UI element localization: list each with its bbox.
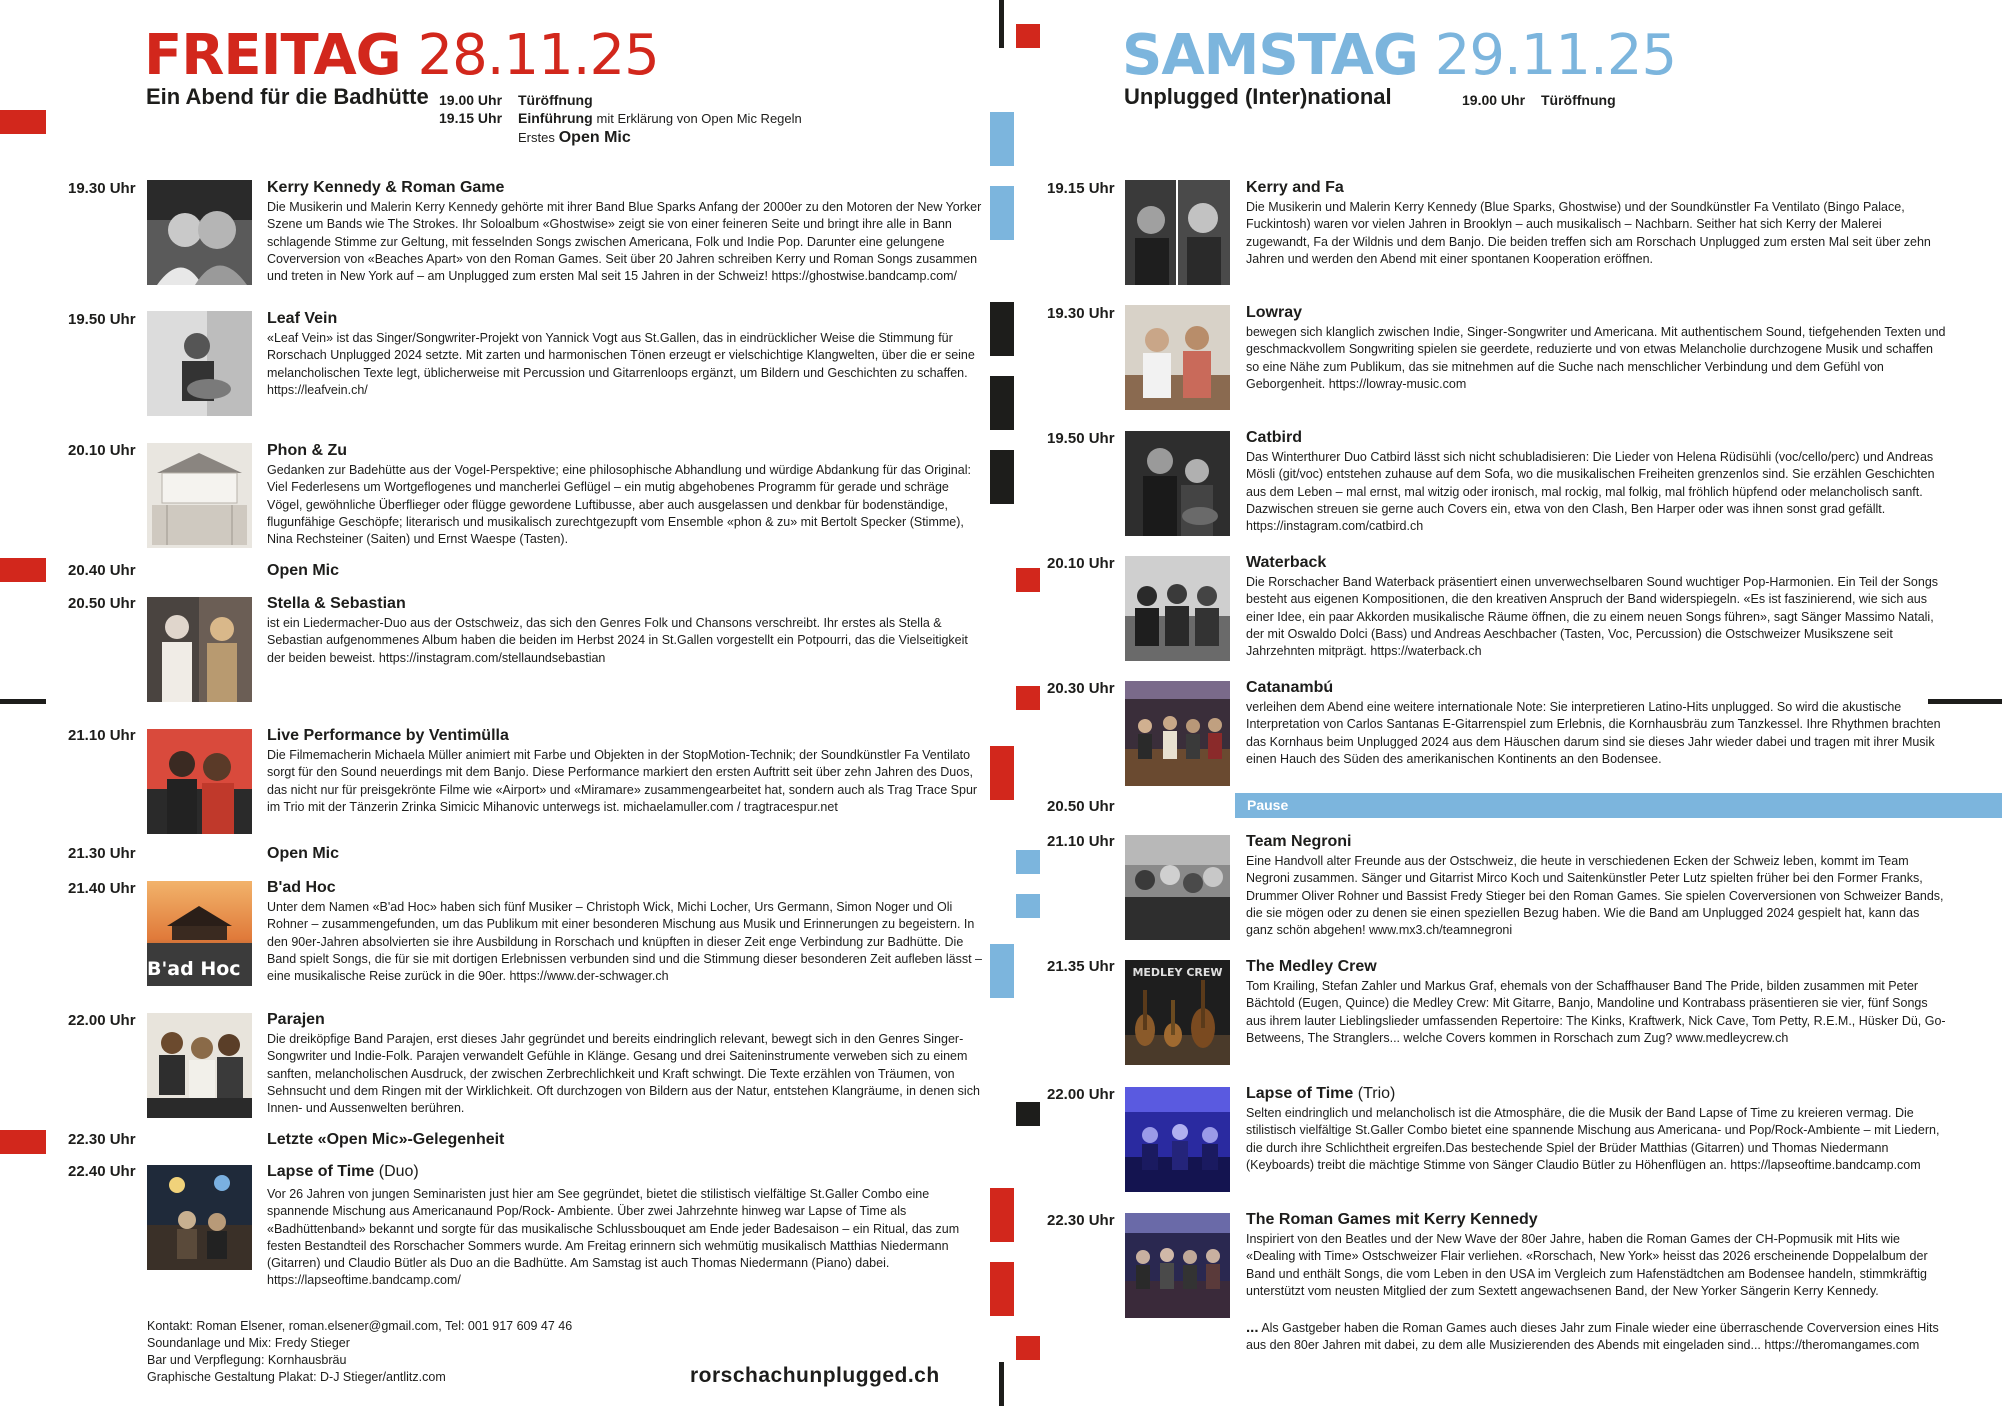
act-description: Gedanken zur Badehütte aus der Vogel-Perspektive; eine philosophische Abhandlung und würdige Abdankung für das Original: Viel Federlesens um Wortgeflogenes und mancherlei Geflügel – ein mutig abgehobenes Programm für gerade und schräge Vögel, gewöhnliche Überflieger oder flügge gewordene Luftibusse, aber auch ausgelassen und denkbar für bodenständige, flugunfähige Geschöpfe; literarisch und musikalisch zurechtgezupft vom Ensemble «phon & zu» mit Bertolt Specker (Stimme), Nina Rechsteiner (Saiten) und Ernst Waespe (Tasten).: [267, 463, 971, 547]
act-title-note: (Duo): [378, 1163, 419, 1180]
act-time: 22.30 Uhr: [68, 1131, 136, 1148]
duo-photo-icon: [147, 597, 252, 702]
act-time: 21.40 Uhr: [68, 880, 136, 897]
act-time: 20.30 Uhr: [1047, 680, 1115, 697]
act-title-name: Lapse of Time: [267, 1163, 375, 1180]
act-time: 20.40 Uhr: [68, 562, 136, 579]
duo-portrait-photo-icon: [1125, 180, 1230, 285]
act-time: 20.50 Uhr: [68, 595, 136, 612]
act-photo: [1125, 1087, 1230, 1192]
act-entry: [1246, 1084, 1946, 1174]
center-blue-square-2: [1016, 894, 1040, 918]
act-description: Vor 26 Jahren von jungen Seminaristen just hier am See gegründet, bietet die stilistisch vielfältige St.Galler Combo eine spannende Mischung aus Americanaund Pop/Rock- Ambiente. Über zwei Jahrzehnte hinweg war Lapse of Time als «Badhüttenband» bekannt und sorgte für das musikalische Schlussbouquet am Ende jeder Badesaison – ein Ritual, das zum festen Bestandteil des Rorschacher Sommers wurde. Am Freitag erinnern sich wehmütig musikalisch Matthias Niedermann (Gitarren) und Claudio Bütler als Duo an die Badhütte. Am Samstag ist auch Thomas Niedermann (Piano) dabei. https://lapseoftime.bandcamp.com/: [267, 1187, 960, 1288]
center-blue-bar-3: [990, 944, 1014, 998]
saturday-subtitle: Unplugged (Inter)national: [1124, 84, 1392, 109]
act-entry: [267, 844, 985, 864]
act-time: 20.10 Uhr: [68, 442, 136, 459]
act-entry: [1246, 957, 1946, 1047]
saturday-date: 29.11.25: [1434, 23, 1677, 88]
act-photo: [147, 1165, 252, 1270]
friday-date: 28.11.25: [417, 23, 659, 88]
schedule-open-mic: Open Mic: [558, 129, 631, 146]
photo-caption: MEDLEY CREW: [1132, 966, 1223, 979]
friday-schedule-row-3: [439, 128, 802, 147]
act-title: The Medley Crew: [1246, 958, 1377, 975]
act-description: bewegen sich klanglich zwischen Indie, Singer-Songwriter und Americana. Mit authentischem Sound, tiefgehenden Texten und geschmackvollem Songwriting spielen sie geerdete, reduzierte und von etwas Melancholie durchzogene Musik und schaffen so eine Nähe zum Publikum, das sie mitnehmen auf die Suche nach menschlicher Verbindung und dem Gefühl von Geborgenheit. https://lowray-music.com: [1246, 325, 1946, 391]
center-black-bar-3: [990, 450, 1014, 504]
credits-footer: [147, 1318, 572, 1386]
guitarist-photo-icon: [147, 311, 252, 416]
act-title: Kerry Kennedy & Roman Game: [267, 179, 505, 196]
concert-stage-photo-icon: [1125, 681, 1230, 786]
act-title: Live Performance by Ventimülla: [267, 727, 509, 744]
duo-photo-icon: [147, 729, 252, 834]
blue-stage-photo-icon: [1125, 1087, 1230, 1192]
saturday-schedule: [1462, 91, 1616, 109]
act-entry: [267, 309, 985, 399]
schedule-time: 19.00 Uhr: [439, 92, 503, 108]
act-entry: [1246, 303, 1946, 393]
act-time: 21.35 Uhr: [1047, 958, 1115, 975]
footer-contact: Kontakt: Roman Elsener, roman.elsener@gmail.com, Tel: 001 917 609 47 46: [147, 1319, 573, 1333]
saturday-day-word: SAMSTAG: [1122, 23, 1418, 88]
act-title: Stella & Sebastian: [267, 595, 406, 612]
center-blue-bar-1: [990, 112, 1014, 166]
schedule-time: 19.15 Uhr: [439, 110, 503, 126]
duo-photo-icon: [1125, 305, 1230, 410]
act-entry: [1246, 553, 1946, 660]
friday-subtitle: Ein Abend für die Badhütte: [146, 84, 429, 109]
friday-schedule-row-1: [439, 91, 802, 109]
left-edge-red-bar-1: [0, 110, 46, 134]
act-entry: [267, 1162, 985, 1290]
act-title: [1246, 1084, 1946, 1104]
act-time: 21.10 Uhr: [1047, 833, 1115, 850]
schedule-label: Türöffnung: [1541, 92, 1616, 108]
center-red-square-top: [1016, 24, 1040, 48]
act-photo: [1125, 835, 1230, 940]
finale-note: [1246, 1319, 1946, 1355]
act-description: Die Musikerin und Malerin Kerry Kennedy (Blue Sparks, Ghostwise) und der Soundkünstler Fa Ventilato (Bingo Palace, Fuckintosh) waren vor vielen Jahren in Brooklyn – auch musikalisch – Nachbarn. Seither hat sich Kerry der Malerei zugewandt, Fa der Wildnis und dem Banjo. Die beiden treffen sich am Rorschach Unplugged zum ersten Mal seit über zehn Jahren und werden den Abend mit einer spontanen Kooperation eröffnen.: [1246, 200, 1931, 266]
act-title: Waterback: [1246, 554, 1327, 571]
band-photo-icon: [1125, 835, 1230, 940]
act-title: [267, 1162, 985, 1182]
schedule-note: mit Erklärung von Open Mic Regeln: [596, 111, 802, 126]
friday-title: [144, 24, 659, 88]
act-photo: [147, 729, 252, 834]
saturday-title: [1122, 24, 1676, 88]
act-description: ist ein Liedermacher-Duo aus der Ostschweiz, das sich den Genres Folk und Chansons verschreibt. Ihr erstes als Stella & Sebastian aufgenommenes Album haben die beiden im Herbst 2024 in St.Gallen vorgestellt ein Potpourri, das die Vielseitigkeit der beiden beweist. https://instagram.com/stellaundsebastian: [267, 616, 968, 665]
act-time: 20.50 Uhr: [1047, 798, 1115, 815]
act-entry: [267, 878, 985, 985]
act-time: 19.50 Uhr: [68, 311, 136, 328]
act-title: Catanambú: [1246, 679, 1334, 696]
act-time: 19.50 Uhr: [1047, 430, 1115, 447]
act-time: 19.30 Uhr: [68, 180, 136, 197]
act-entry: [1246, 832, 1946, 939]
trio-photo-icon: [147, 1013, 252, 1118]
act-time: 19.30 Uhr: [1047, 305, 1115, 322]
center-red-square-bottom: [1016, 1336, 1040, 1360]
act-title: Leaf Vein: [267, 310, 338, 327]
concert-stage-photo-icon: [147, 1165, 252, 1270]
act-title: Kerry and Fa: [1246, 179, 1344, 196]
act-title: Parajen: [267, 1011, 325, 1028]
concert-stage-photo-icon: [1125, 1213, 1230, 1318]
band-photo-icon: [1125, 556, 1230, 661]
schedule-time: 19.00 Uhr: [1462, 92, 1526, 108]
duo-photo-icon: [1125, 431, 1230, 536]
act-title: Open Mic: [267, 845, 340, 862]
center-red-bar-3: [990, 1262, 1014, 1316]
badhuette-aerial-photo-icon: [147, 443, 252, 548]
act-title: Letzte «Open Mic»-Gelegenheit: [267, 1131, 505, 1148]
center-black-line-top: [999, 0, 1004, 48]
act-title-name: Lapse of Time: [1246, 1085, 1354, 1102]
pause-banner: Pause: [1235, 793, 2002, 818]
act-time: 21.10 Uhr: [68, 727, 136, 744]
act-description: «Leaf Vein» ist das Singer/Songwriter-Projekt von Yannick Vogt aus St.Gallen, das in eindrücklicher Weise die Stimmung für Rorschach Unplugged 2024 setzte. Mit zarten und harmonischen Tönen erzeugt er vielschichtige Klangwelten, über die er seine melancholischen Texte legt, üblicherweise mit Percussion und Gitarrenloops ergänzt, um Bildern und Geschichten zu schaffen. https://leafvein.ch/: [267, 331, 975, 397]
friday-day-word: FREITAG: [144, 23, 401, 88]
act-description: Die Rorschacher Band Waterback präsentiert einen unverwechselbaren Sound wuchtiger Pop-Harmonien. Ein Teil der Songs besteht aus eigenen Kompositionen, die den kreativen Anspruch der Band widerspiegeln. «Es ist faszinierend, wie sich aus einer Idee, ein paar Akkorden musikalische Räume öffnen, die zu einem neuen Songs führen», sagt Sänger Massimo Natali, der mit Oswaldo Dolci (Bass) und Andreas Aeschbacher (Tasten, Voc, Percussion) die Ostschweizer Musikszene seit Jahrzehnten mitprägt. https://waterback.ch: [1246, 575, 1939, 659]
act-entry: [267, 178, 985, 285]
center-black-square: [1016, 1102, 1040, 1126]
website-link[interactable]: rorschachunplugged.ch: [690, 1364, 940, 1387]
center-black-line-bottom: [999, 1362, 1004, 1406]
act-title: Open Mic: [267, 562, 340, 579]
act-time: 20.10 Uhr: [1047, 555, 1115, 572]
act-time: 22.30 Uhr: [1047, 1212, 1115, 1229]
center-black-bar-2: [990, 376, 1014, 430]
act-photo: [1125, 681, 1230, 786]
act-entry: [267, 1010, 985, 1117]
footer-design: Graphische Gestaltung Plakat: D-J Stieger/antlitz.com: [147, 1370, 446, 1384]
schedule-label: Türöffnung: [518, 92, 593, 108]
act-description: Selten eindringlich und melancholisch ist die Atmosphäre, die die Musik der Band Lapse of Time zu kreieren vermag. Die stilistisch vielfältige St.Galler Combo bietet eine spannende Mischung aus Americana- und Pop/Rock-Ambiente – mit Liedern, die durch ihre Schlichtheit ergreifen.Das bestechende Spiel der Brüder Matthias (Gitarren) und Thomas Niedermann (Keyboards) treibt die mächtige Stimme von Sänger Claudio Bütler zu Höhenflügen an. https://lapseoftime.bandcamp.com: [1246, 1106, 1940, 1172]
act-entry: [267, 594, 985, 667]
center-blue-square-1: [1016, 850, 1040, 874]
friday-schedule: [439, 91, 802, 147]
left-edge-black-line: [0, 699, 46, 704]
act-description: Inspiriert von den Beatles und der New Wave der 80er Jahre, haben die Roman Games der CH-Popmusik mit Hits wie «Dealing with Time» Ostschweizer Flair verliehen. «Rorschach, New York» heisst das 2026 erscheinende Doppelalbum der Band und enthält Songs, die vom Leben in den USA im Vergleich zum Hafenstädtchen am Bodensee handeln, stimmkräftig unterstützt vom neusten Mitglied der zum Sextett angewachsenen Band, der New Yorker Sängerin Kerry Kennedy.: [1246, 1232, 1928, 1298]
act-photo: [1125, 180, 1230, 285]
act-title: Team Negroni: [1246, 833, 1352, 850]
finale-ellipsis: ...: [1246, 1319, 1259, 1336]
act-description: Die dreiköpfige Band Parajen, erst dieses Jahr gegründet und bereits eindringlich relevant, bewegt sich in den Genres Singer-Songwriter und Indie-Folk. Parajen verwandelt Gefühle in Klänge. Gesang und drei Saiteninstrumente verweben sich zu einem sanften, melancholischen Ausdruck, der zwischen Zerbrechlichkeit und Kraft schwingt. Die Texte erzählen von Träumen, von Sehnsucht und dem Ringen mit der Wirklichkeit. Oft durchzogen von Bildern aus der Natur, entstehen Klangräume, in denen sich Innen- und Aussenwelten berühren.: [267, 1032, 980, 1116]
act-entry: [1246, 428, 1946, 535]
act-entry: [267, 561, 985, 581]
act-photo: [147, 180, 252, 285]
center-red-bar-1: [990, 746, 1014, 800]
photo-caption: B'ad Hoc: [147, 958, 241, 980]
left-edge-red-bar-2: [0, 558, 46, 582]
act-title: B'ad Hoc: [267, 879, 336, 896]
act-time: 22.40 Uhr: [68, 1163, 136, 1180]
act-description: Eine Handvoll alter Freunde aus der Ostschweiz, die heute in verschiedenen Ecken der Schweiz leben, kommt im Team Negroni zusammen. Sänger und Gitarrist Mirco Koch und Saitenkünstler Peter Lutz spielten früher bei den Former Franks, Drummer Oliver Rohner und Bassist Fredy Stieger bei den Roman Games. Sie spielen Coverversionen von Schweizer Bands, die sie mögen oder zu denen sie einen speziellen Bezug haben. Wie die Band am Unplugged 2024 gespielt hat, kann das ganz schön abgehen! www.mx3.ch/teamnegroni: [1246, 854, 1944, 938]
act-entry: [267, 441, 985, 548]
center-blue-bar-2: [990, 186, 1014, 240]
act-photo: [1125, 431, 1230, 536]
act-photo: [147, 597, 252, 702]
center-black-bar-1: [990, 302, 1014, 356]
act-photo: [1125, 556, 1230, 661]
act-time: 22.00 Uhr: [1047, 1086, 1115, 1103]
act-time: 21.30 Uhr: [68, 845, 136, 862]
act-photo: [147, 881, 252, 986]
left-edge-red-bar-3: [0, 1130, 46, 1154]
act-description: Die Filmemacherin Michaela Müller animiert mit Farbe und Objekten in der StopMotion-Technik; der Soundkünstler Fa Ventilato sorgt für den Sound neuerdings mit dem Banjo. Diese Performance markiert den ersten Auftritt seit über zehn Jahren des Duos, das nicht nur für preisgekrönte Filme wie «Airport» und «Miramare» zusammengearbeitet hat, sondern auch als Trag Trace Spur im Trio mit der Tänzerin Zrinka Simicic Mihanovic unterwegs ist. michaelamuller.com / tragtracespur.net: [267, 748, 978, 814]
act-description: Tom Krailing, Stefan Zahler und Markus Graf, ehemals von der Schaffhauser Band The Pride, bilden zusammen mit Peter Bächtold (Eugen, Quince) die Medley Crew: Mit Gitarre, Banjo, Mandoline und Kontrabass präsentieren sie vier, fünf Songs aus ihrem lauter Lieblingslieder umfassenden Repertoire: The Kinks, Kraftwerk, Nick Cave, Tom Petty, R.E.M., Hüsker Dü, Go-Betweens, The Stranglers... welche Covers kommen in Rorschach zum Zug? www.medleycrew.ch: [1246, 979, 1946, 1045]
act-title-note: (Trio): [1357, 1085, 1396, 1102]
act-photo: [1125, 960, 1230, 1065]
act-photo: [1125, 305, 1230, 410]
act-description: verleihen dem Abend eine weitere internationale Note: Sie interpretieren Latino-Hits unplugged. So wird die akustische Interpretation von Carlos Santanas E-Gitarrenspiel zum Erlebnis, die Kornhausbräu zum Tanzkessel. Ihre Rhythmen brachten das Kornhaus beim Unplugged 2024 aus dem Häuschen darum sind sie dieses Jahr wieder dabei und tragen mit ihrer Musik einen Hauch des Süden des amerikanischen Kontinents an den Bodensee.: [1246, 700, 1941, 766]
act-photo: [147, 1013, 252, 1118]
act-photo: [147, 443, 252, 548]
finale-text: Als Gastgeber haben die Roman Games auch dieses Jahr zum Finale wieder eine überraschende Coverversion eines Hits aus den 80er Jahren mit dabei, zu dem alle Musizierenden des Abends mit eingeladen sind... https://theromangames.com: [1246, 1321, 1939, 1353]
footer-bar: Bar und Verpflegung: Kornhausbräu: [147, 1353, 347, 1367]
act-title: Lowray: [1246, 304, 1303, 321]
act-description: Die Musikerin und Malerin Kerry Kennedy gehörte mit ihrer Band Blue Sparks Anfang der 2000er zu den Motoren der New Yorker Szene um Bands wie The Strokes. Ihr Soloalbum «Ghostwise» zeigt sie von einer feineren Seite und bringt ihre alle in Bann schlagende Stimme zur Geltung, mit fesselnden Songs zwischen Americana, Folk und Indie Pop. Darunter eine gelungene Coverversion von «Beaches Apart» von den Roman Games. Seit über 20 Jahren schreiben Kerry und Roman Songs zusammen und treten in New York auf – am Unplugged zum ersten Mal seit 15 Jahren in der Schweiz! https://ghostwise.bandcamp.com/: [267, 200, 982, 284]
act-description: Unter dem Namen «B'ad Hoc» haben sich fünf Musiker – Christoph Wick, Michi Locher, Urs Germann, Simon Noger und Oli Rohner – zusammengefunden, um das Publikum mit einer besonderen Mischung aus Musik und Erinnerungen zu begeistern. In den 90er-Jahren absolvierten sie ihre Ausbildung in Rorschach und knüpften in dieser Zeit enge Verbindung zur Badhütte. Die Band spielt Songs, die für sie mit dortigen Erlebnissen verbunden sind und die Stimmung dieser besonderen Zeit aufleben lässt – eine musikalische Reise zurück in die 90er. https://www.der-schwager.ch: [267, 900, 983, 984]
center-red-square-3: [1016, 686, 1040, 710]
act-photo: [147, 311, 252, 416]
act-entry: [1246, 178, 1946, 268]
act-photo: [1125, 1213, 1230, 1318]
act-entry: [267, 1130, 985, 1150]
schedule-note: Erstes: [518, 130, 555, 145]
schedule-label: Einführung: [518, 110, 593, 126]
act-entry: [1246, 1210, 1946, 1300]
act-time: 19.15 Uhr: [1047, 180, 1115, 197]
center-red-square-2: [1016, 568, 1040, 592]
footer-sound: Soundanlage und Mix: Fredy Stieger: [147, 1336, 350, 1350]
duo-portrait-photo-icon: [147, 180, 252, 285]
act-title: Phon & Zu: [267, 442, 347, 459]
act-entry: [267, 726, 985, 816]
act-entry: [1246, 678, 1946, 768]
act-title: Catbird: [1246, 429, 1302, 446]
act-time: 22.00 Uhr: [68, 1012, 136, 1029]
friday-schedule-row-2: [439, 109, 802, 128]
act-description: Das Winterthurer Duo Catbird lässt sich nicht schubladisieren: Die Lieder von Helena Rüdisühli (voc/cello/perc) und Andreas Mösli (git/voc) entstehen zuhause auf dem Sofa, wo die musikalischen Freiheiten grenzenlos sind. Sie erzählen Geschichten aus dem Leben – mal ernst, mal witzig oder ironisch, mal rockig, mal folkig, mal fröhlich hüpfend oder melancholisch sanft. Dazwischen streuen sie gerne auch Covers ein, etwa von den Clash, Ben Harper oder was ihnen sonst grad gefällt. https://instagram.com/catbird.ch: [1246, 450, 1935, 534]
center-red-bar-2: [990, 1188, 1014, 1242]
act-title: The Roman Games mit Kerry Kennedy: [1246, 1211, 1538, 1228]
